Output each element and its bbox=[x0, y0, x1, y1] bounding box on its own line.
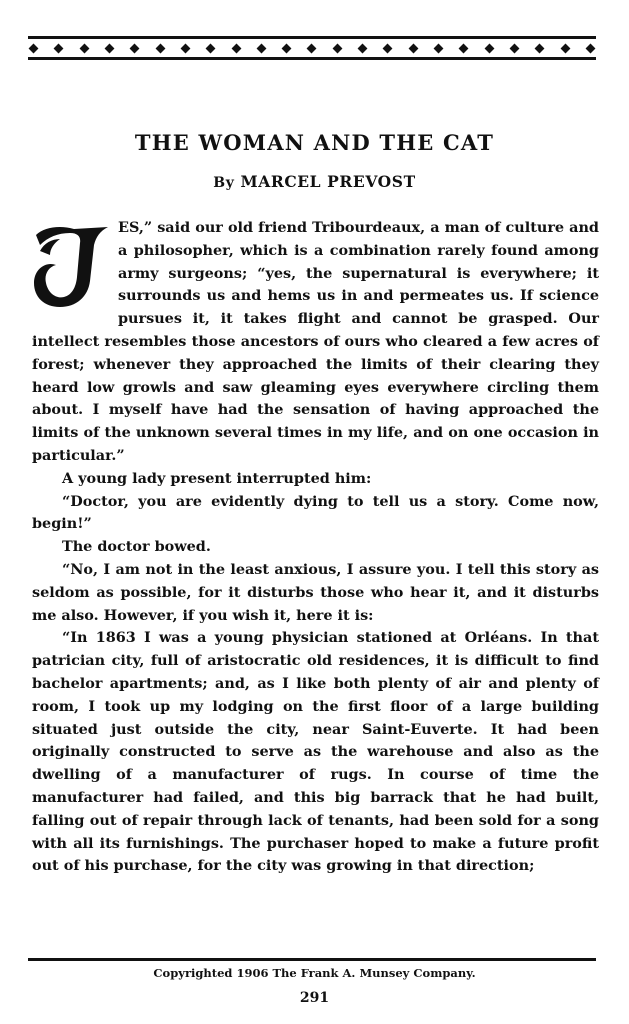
article-paragraph-first bbox=[32, 217, 599, 468]
decorative-drop-cap-y-icon bbox=[30, 221, 112, 309]
byline-prefix: By bbox=[213, 175, 235, 191]
diamond-ornament-icon bbox=[104, 43, 114, 53]
article-paragraph: “In 1863 I was a young physician stationed at Orléans. In that patrician city, full of aristocratic old residences, it is difficult to find bachelor apartments; and, as I like both plenty of air and plenty of room, I took up my lodging on the first floor of a large building situated just outside the city, near Saint-Euverte. It had been originally constructed to serve as the warehouse and also as the dwelling of a manufacturer of rugs. In course of time the manufacturer had failed, and this big barrack that he had built, falling out of repair through lack of tenants, had been sold for a song with all its furnishings. The purchaser hoped to make a future profit out of his purchase, for the city was growing in that direction; bbox=[32, 629, 599, 875]
top-rule-lower bbox=[28, 57, 596, 60]
diamond-ornament-icon bbox=[307, 43, 317, 53]
diamond-ornament-icon bbox=[29, 43, 39, 53]
diamond-ornament-icon bbox=[231, 43, 241, 53]
article-byline bbox=[0, 172, 629, 191]
article-body bbox=[32, 217, 599, 878]
diamond-ornament-icon bbox=[206, 43, 216, 53]
page-number: 291 bbox=[299, 990, 330, 1006]
diamond-ornament-icon bbox=[383, 43, 393, 53]
diamond-ornament-icon bbox=[256, 43, 266, 53]
diamond-ornament-icon bbox=[560, 43, 570, 53]
article-paragraph: A young lady present interrupted him: bbox=[62, 469, 372, 487]
diamond-ornament-icon bbox=[459, 43, 469, 53]
diamond-ornament-icon bbox=[332, 43, 342, 53]
article-title: THE WOMAN AND THE CAT bbox=[134, 130, 495, 155]
first-paragraph-text: ES,” said our old friend Tribourdeaux, a man of culture and a philosopher, which is a combination rarely found among army surgeons; “yes, the supernatural is everywhere; it surrounds us and hems us in and permeates us. If science pursues it, it takes flight and cannot be grasped. Our intellect resembles those ancestors of ours who cleared a few acres of forest; whenever they approached the limits of their clearing they heard low growls and saw gleaming eyes everywhere circling them about. I myself have had the sensation of having approached the limits of the unknown several times in my life, and on one occasion in particular.” bbox=[32, 219, 599, 464]
diamond-ornament-icon bbox=[434, 43, 444, 53]
author-name: MARCEL PREVOST bbox=[240, 172, 416, 191]
article-paragraph: “No, I am not in the least anxious, I assure you. I tell this story as seldom as possible, for it disturbs those who hear it, and it disturbs me also. However, if you wish it, here it is: bbox=[32, 560, 599, 624]
diamond-ornament-icon bbox=[585, 43, 595, 53]
diamond-ornament-icon bbox=[79, 43, 89, 53]
diamond-ornament-icon bbox=[535, 43, 545, 53]
diamond-ornament-icon bbox=[282, 43, 292, 53]
diamond-ornament-icon bbox=[180, 43, 190, 53]
diamond-ornament-row bbox=[28, 39, 596, 57]
article-paragraph: “Doctor, you are evidently dying to tell us a story. Come now, begin!” bbox=[32, 492, 599, 533]
diamond-ornament-icon bbox=[155, 43, 165, 53]
diamond-ornament-icon bbox=[358, 43, 368, 53]
diamond-ornament-icon bbox=[54, 43, 64, 53]
diamond-ornament-icon bbox=[509, 43, 519, 53]
diamond-ornament-icon bbox=[484, 43, 494, 53]
bottom-rule bbox=[28, 958, 596, 961]
diamond-ornament-icon bbox=[130, 43, 140, 53]
diamond-ornament-icon bbox=[408, 43, 418, 53]
copyright-notice: Copyrighted 1906 The Frank A. Munsey Company. bbox=[153, 966, 476, 980]
article-paragraph: The doctor bowed. bbox=[62, 538, 211, 556]
ornamental-header-band bbox=[28, 36, 596, 60]
